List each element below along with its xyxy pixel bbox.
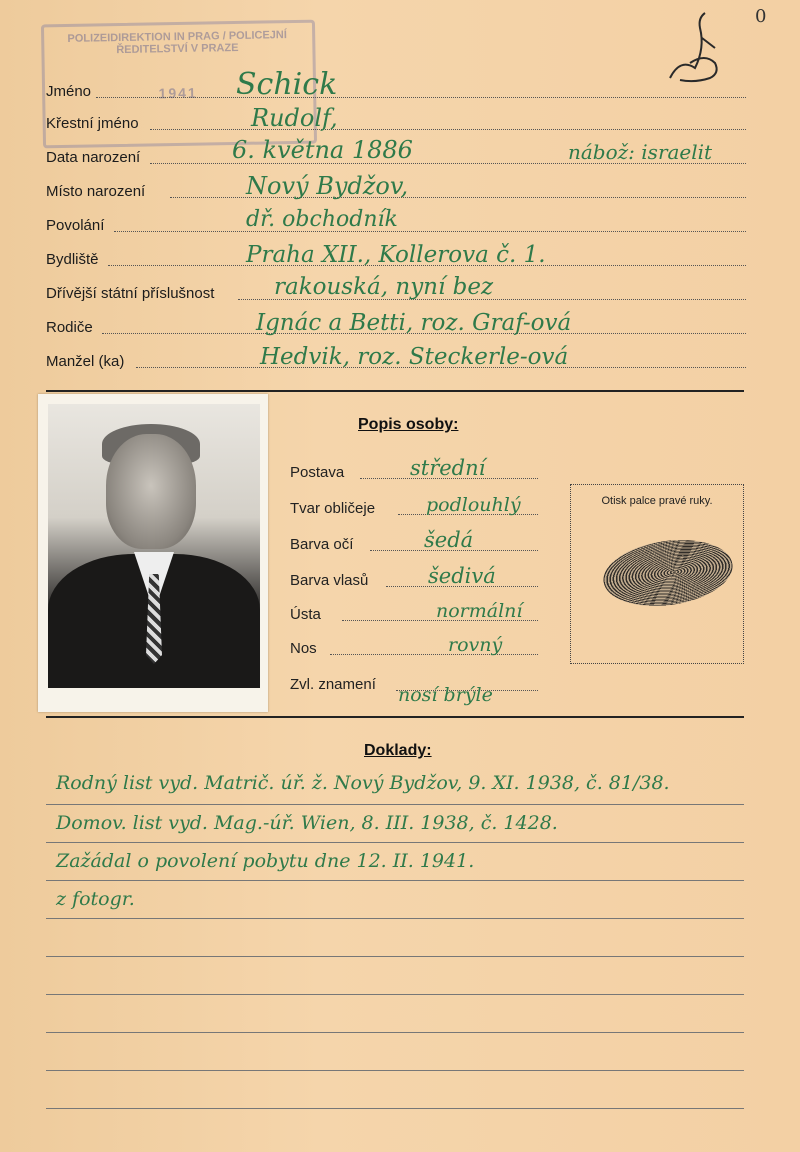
field-data-narozeni <box>46 138 746 168</box>
thumbprint-label: Otisk palce pravé ruky. <box>601 495 713 507</box>
desc-label: Postava <box>290 464 345 481</box>
field-label: Rodiče <box>46 319 93 336</box>
field-drivejsi-prislusnost <box>46 274 746 304</box>
field-label: Manžel (ka) <box>46 353 125 370</box>
field-label: Jméno <box>46 83 92 100</box>
divider <box>46 390 744 392</box>
desc-label: Ústa <box>290 606 321 623</box>
field-jmeno <box>46 67 746 102</box>
field-value: Nový Bydžov, <box>246 172 409 200</box>
desc-label: Barva vlasů <box>290 572 369 589</box>
desc-row-nos <box>290 634 538 660</box>
thumbprint <box>599 532 737 613</box>
portrait-photo <box>38 394 268 712</box>
divider <box>46 716 744 718</box>
field-value: Rudolf, <box>251 104 338 132</box>
document-line: Domov. list vyd. Mag.-úř. Wien, 8. III. 1938, č. 1428. <box>56 812 558 834</box>
document-line: z fotogr. <box>56 888 135 910</box>
field-label: Dřívější státní příslušnost <box>46 285 215 302</box>
desc-value: rovný <box>448 634 503 656</box>
desc-row-tvar-obliceje <box>290 494 538 520</box>
desc-label: Zvl. znamení <box>290 676 376 693</box>
document-line: Rodný list vyd. Matrič. úř. ž. Nový Bydžov, 9. XI. 1938, č. 81/38. <box>56 772 670 794</box>
field-value: 6. května 1886 <box>232 136 413 164</box>
field-krestni-jmeno <box>46 104 746 134</box>
desc-value: normální <box>436 600 523 622</box>
stamp-text: POLIZEIDIREKTION IN PRAG / POLICEJNÍ ŘEDITELSTVÍ V PRAZE <box>67 29 287 57</box>
field-label: Křestní jméno <box>46 115 139 132</box>
desc-label: Tvar obličeje <box>290 500 376 517</box>
desc-row-usta <box>290 600 538 626</box>
desc-row-postava <box>290 458 538 484</box>
desc-label: Barva očí <box>290 536 354 553</box>
desc-value: nosí brýle <box>398 684 493 706</box>
field-label: Bydliště <box>46 251 99 268</box>
corner-mark: 0 <box>755 6 767 27</box>
thumbprint-box <box>570 484 744 664</box>
field-label: Povolání <box>46 217 105 234</box>
field-bydliste <box>46 240 746 270</box>
desc-row-barva-oci <box>290 530 538 556</box>
field-value: Ignác a Betti, roz. Graf-ová <box>256 310 572 336</box>
document-line: Zažádal o povolení pobytu dne 12. II. 1941. <box>56 850 475 872</box>
field-label: Data narození <box>46 149 141 166</box>
field-value: Schick <box>236 67 338 102</box>
description-title: Popis osoby: <box>358 416 459 433</box>
field-label: Místo narození <box>46 183 146 200</box>
desc-value: podlouhlý <box>426 494 521 516</box>
desc-label: Nos <box>290 640 317 657</box>
field-rodice <box>46 308 746 338</box>
field-value: Praha XII., Kollerova č. 1. <box>246 242 546 268</box>
field-value: dř. obchodník <box>246 207 398 232</box>
documents-title: Doklady: <box>364 742 432 759</box>
stamp-date: 1941 <box>158 84 198 102</box>
desc-value: šedá <box>424 528 474 552</box>
desc-row-barva-vlasu <box>290 566 538 592</box>
desc-value: šedivá <box>428 564 496 588</box>
desc-value: střední <box>410 456 486 480</box>
desc-row-zvl-znameni <box>290 670 538 706</box>
field-value: Hedvik, roz. Steckerle-ová <box>260 344 569 370</box>
field-value: rakouská, nyní bez <box>274 274 494 300</box>
field-povolani <box>46 206 746 236</box>
field-manzel <box>46 342 746 372</box>
field-misto-narozeni <box>46 172 746 202</box>
religion-note: nábož: israelit <box>568 140 713 164</box>
